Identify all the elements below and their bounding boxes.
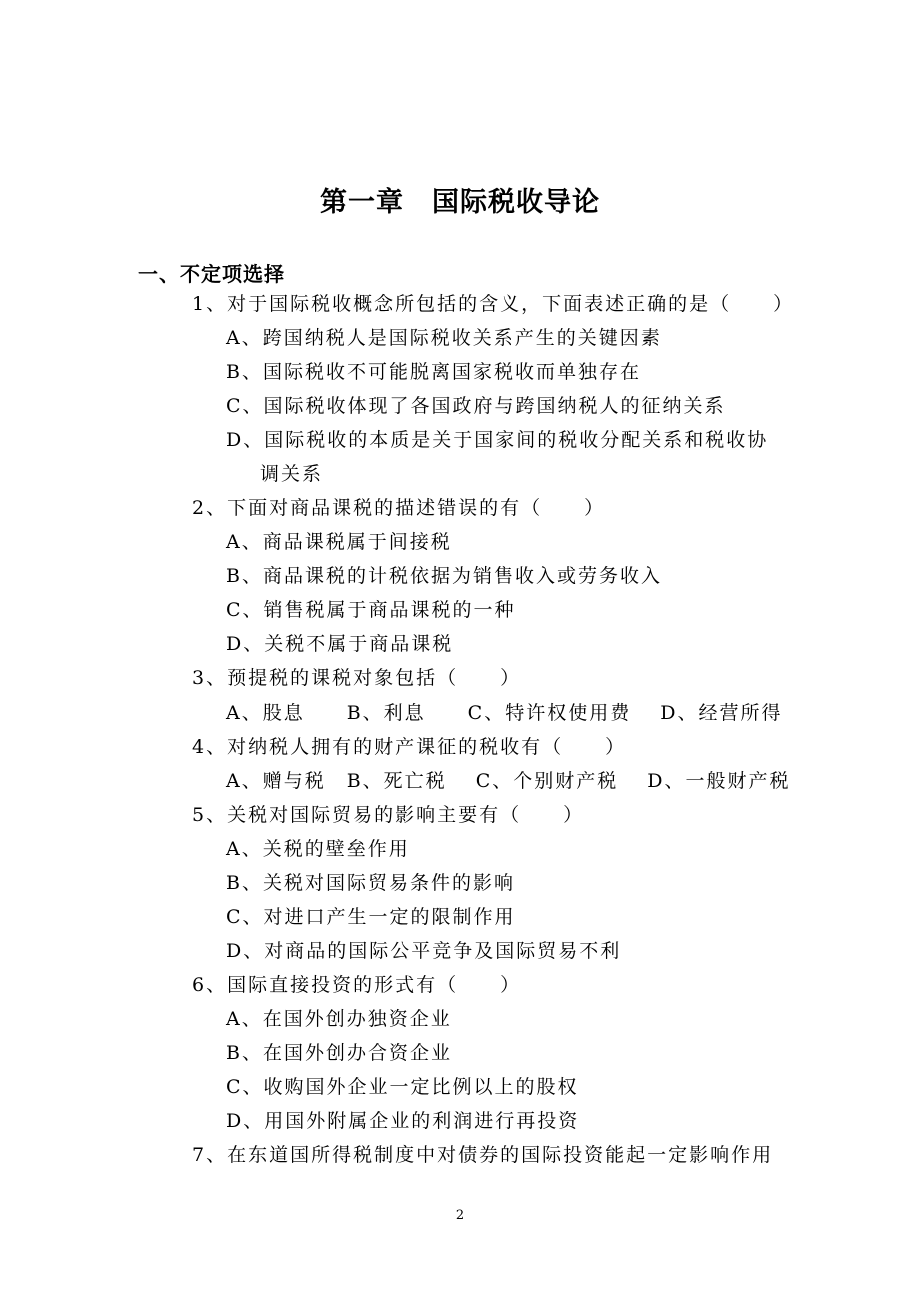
question-1-option-a: A、跨国纳税人是国际税收关系产生的关键因素 <box>226 327 662 349</box>
question-2-option-b: B、商品课税的计税依据为销售收入或劳务收入 <box>226 565 662 587</box>
question-5-option-a: A、关税的壁垒作用 <box>226 838 410 860</box>
question-7-stem: 7、在东道国所得税制度中对债券的国际投资能起一定影响作用 <box>192 1144 774 1166</box>
question-2-option-a: A、商品课税属于间接税 <box>226 531 452 553</box>
page-number: 2 <box>455 1208 465 1223</box>
question-1-option-c: C、国际税收体现了各国政府与跨国纳税人的征纳关系 <box>226 395 726 417</box>
question-3-stem: 3、预提税的课税对象包括（ ） <box>192 667 522 689</box>
question-6-option-c: C、收购国外企业一定比例以上的股权 <box>226 1076 579 1098</box>
question-6-option-b: B、在国外创办合资企业 <box>226 1042 452 1064</box>
question-5-option-d: D、对商品的国际公平竞争及国际贸易不利 <box>226 940 622 962</box>
question-1-option-d: D、国际税收的本质是关于国家间的税收分配关系和税收协 <box>226 429 769 451</box>
question-2-stem: 2、下面对商品课税的描述错误的有（ ） <box>192 497 606 519</box>
question-5-option-b: B、关税对国际贸易条件的影响 <box>226 872 515 894</box>
section-title: 一、不定项选择 <box>138 262 285 286</box>
question-5-stem: 5、关税对国际贸易的影响主要有（ ） <box>192 804 585 826</box>
question-1-option-d-continued: 调关系 <box>260 463 324 485</box>
question-2-option-c: C、销售税属于商品课税的一种 <box>226 599 516 621</box>
question-2-option-d: D、关税不属于商品课税 <box>226 633 454 655</box>
question-6-option-a: A、在国外创办独资企业 <box>226 1008 452 1030</box>
question-1-option-b: B、国际税收不可能脱离国家税收而单独存在 <box>226 361 641 383</box>
chapter-title: 第一章 国际税收导论 <box>320 187 600 218</box>
question-6-option-d: D、用国外附属企业的利润进行再投资 <box>226 1110 580 1132</box>
question-6-stem: 6、国际直接投资的形式有（ ） <box>192 974 522 996</box>
question-4-stem: 4、对纳税人拥有的财产课征的税收有（ ） <box>192 736 627 758</box>
question-3-options: A、股息 B、利息 C、特许权使用费 D、经营所得 <box>226 702 783 724</box>
question-1-stem: 1、对于国际税收概念所包括的含义，下面表述正确的是（ ） <box>192 293 795 315</box>
question-5-option-c: C、对进口产生一定的限制作用 <box>226 906 516 928</box>
question-4-options: A、赠与税 B、死亡税 C、个别财产税 D、一般财产税 <box>226 770 791 792</box>
